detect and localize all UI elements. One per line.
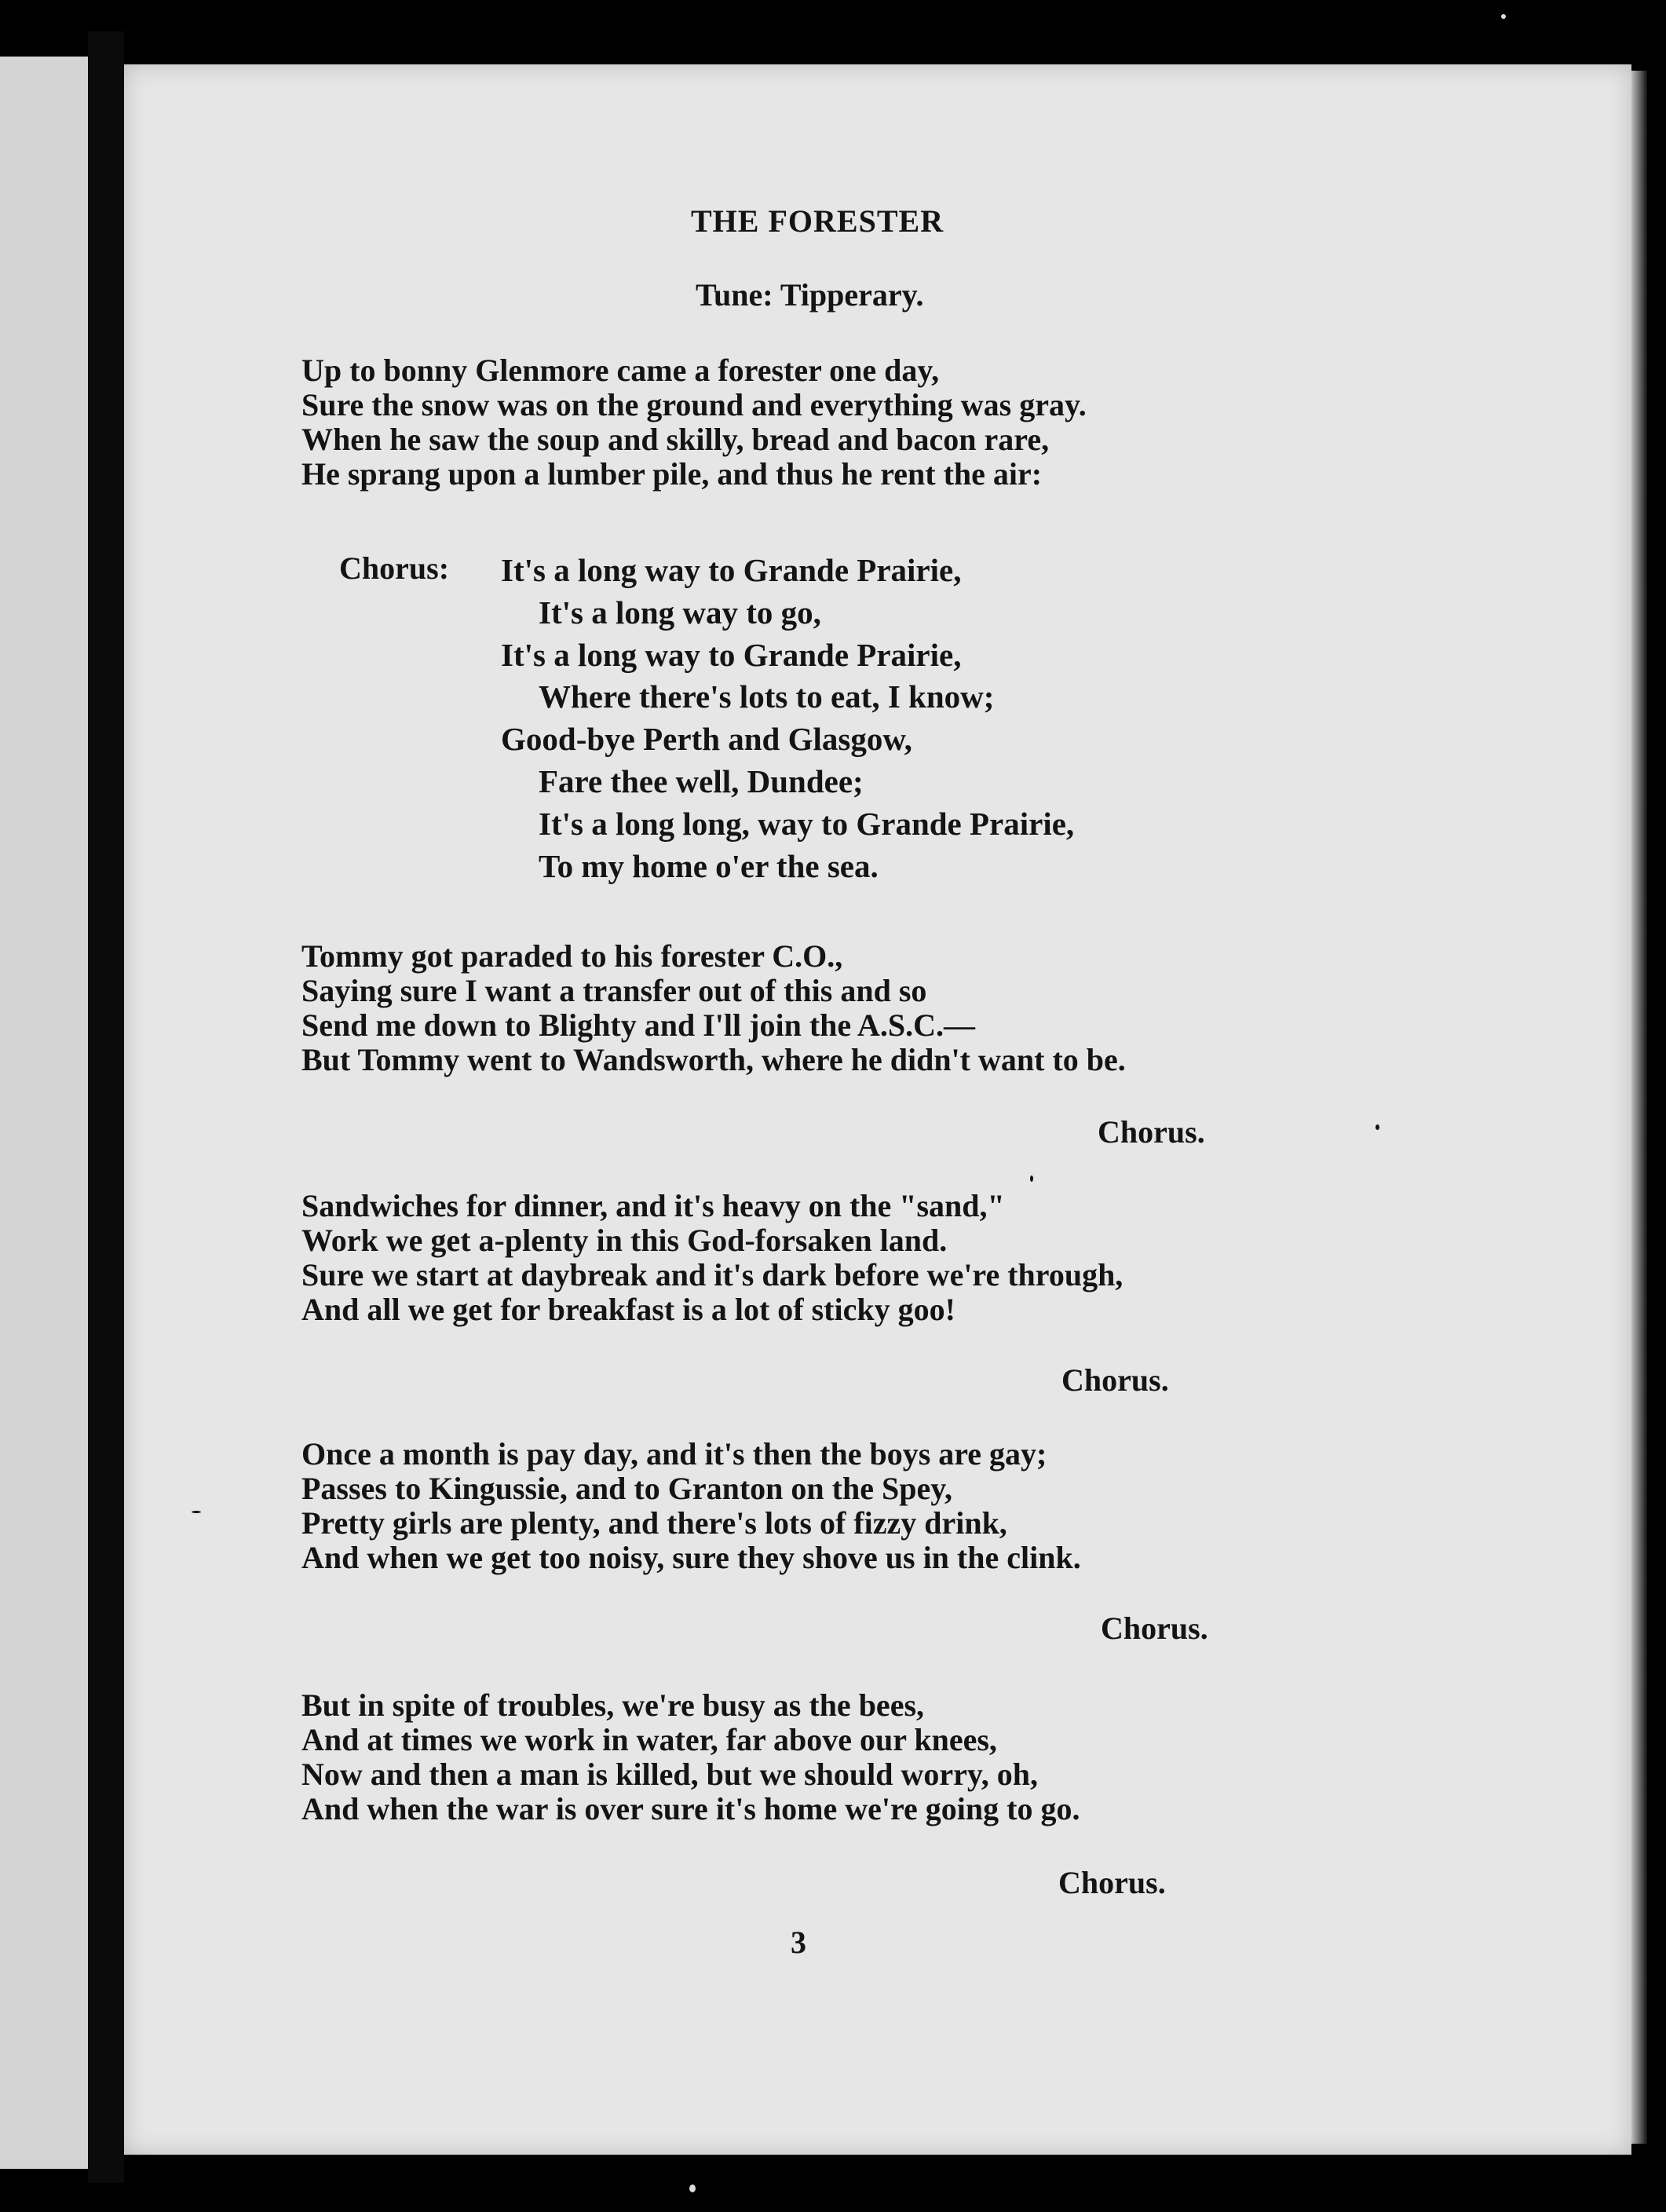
verse-line: Sure the snow was on the ground and everything was gray.: [301, 387, 1087, 422]
verse-line: Sure we start at daybreak and it's dark before we're through,: [301, 1257, 1123, 1292]
verse-line: Now and then a man is killed, but we should worry, oh,: [301, 1757, 1038, 1792]
verse-4: [301, 1437, 1081, 1575]
verse-2: [301, 939, 1126, 1077]
book-spine: [88, 31, 124, 2183]
song-title: THE FORESTER: [691, 203, 944, 239]
chorus-line: It's a long way to go,: [539, 594, 821, 631]
chorus-reference: Chorus.: [1061, 1362, 1169, 1398]
left-page-edge: [0, 57, 88, 2169]
chorus-line: It's a long way to Grande Prairie,: [501, 552, 962, 588]
tune-line: Tune: Tipperary.: [696, 277, 924, 313]
scan-speck: [1501, 14, 1506, 19]
verse-line: And when we get too noisy, sure they shove us in the clink.: [301, 1540, 1081, 1575]
verse-line: And all we get for breakfast is a lot of sticky goo!: [301, 1292, 955, 1327]
verse-line: He sprang upon a lumber pile, and thus he rent the air:: [301, 456, 1043, 492]
chorus-line: Fare thee well, Dundee;: [539, 762, 864, 799]
chorus-line: It's a long way to Grande Prairie,: [501, 636, 962, 673]
scan-speck: [1030, 1175, 1033, 1182]
verse-3: [301, 1189, 1123, 1327]
verse-line: Work we get a-plenty in this God-forsaken land.: [301, 1223, 948, 1258]
chorus-reference: Chorus.: [1101, 1611, 1208, 1646]
scan-speck: [192, 1511, 201, 1513]
chorus-line: It's a long long, way to Grande Prairie,: [539, 805, 1075, 842]
chorus-line: Where there's lots to eat, I know;: [539, 678, 995, 715]
verse-line: Saying sure I want a transfer out of this and so: [301, 973, 927, 1008]
chorus-lines: [501, 550, 1074, 887]
chorus-line: To my home o'er the sea.: [539, 847, 879, 884]
verse-line: Sandwiches for dinner, and it's heavy on the "sand,": [301, 1188, 1005, 1223]
page-number: 3: [791, 1925, 806, 1960]
verse-line: And when the war is over sure it's home we're going to go.: [301, 1791, 1080, 1826]
scan-speck: [689, 2185, 696, 2192]
chorus-label: Chorus:: [339, 550, 450, 586]
verse-line: Pretty girls are plenty, and there's lots of fizzy drink,: [301, 1505, 1007, 1541]
verse-line: Passes to Kingussie, and to Granton on the Spey,: [301, 1471, 953, 1506]
verse-line: But Tommy went to Wandsworth, where he didn't want to be.: [301, 1042, 1126, 1077]
verse-line: Tommy got paraded to his forester C.O.,: [301, 938, 843, 974]
chorus-reference: Chorus.: [1098, 1114, 1205, 1150]
verse-line: When he saw the soup and skilly, bread and bacon rare,: [301, 422, 1050, 457]
verse-line: Send me down to Blighty and I'll join the A.S.C.—: [301, 1007, 975, 1043]
verse-5: [301, 1688, 1080, 1826]
right-page-edge: [1631, 71, 1647, 2144]
scan-speck: [1376, 1124, 1379, 1130]
chorus-line: Good-bye Perth and Glasgow,: [501, 721, 912, 758]
chorus-reference: Chorus.: [1058, 1865, 1166, 1900]
verse-1: [301, 353, 1087, 492]
verse-line: But in spite of troubles, we're busy as the bees,: [301, 1687, 925, 1723]
verse-line: Up to bonny Glenmore came a forester one day,: [301, 353, 940, 388]
verse-line: Once a month is pay day, and it's then the boys are gay;: [301, 1436, 1047, 1472]
verse-line: And at times we work in water, far above our knees,: [301, 1722, 997, 1757]
